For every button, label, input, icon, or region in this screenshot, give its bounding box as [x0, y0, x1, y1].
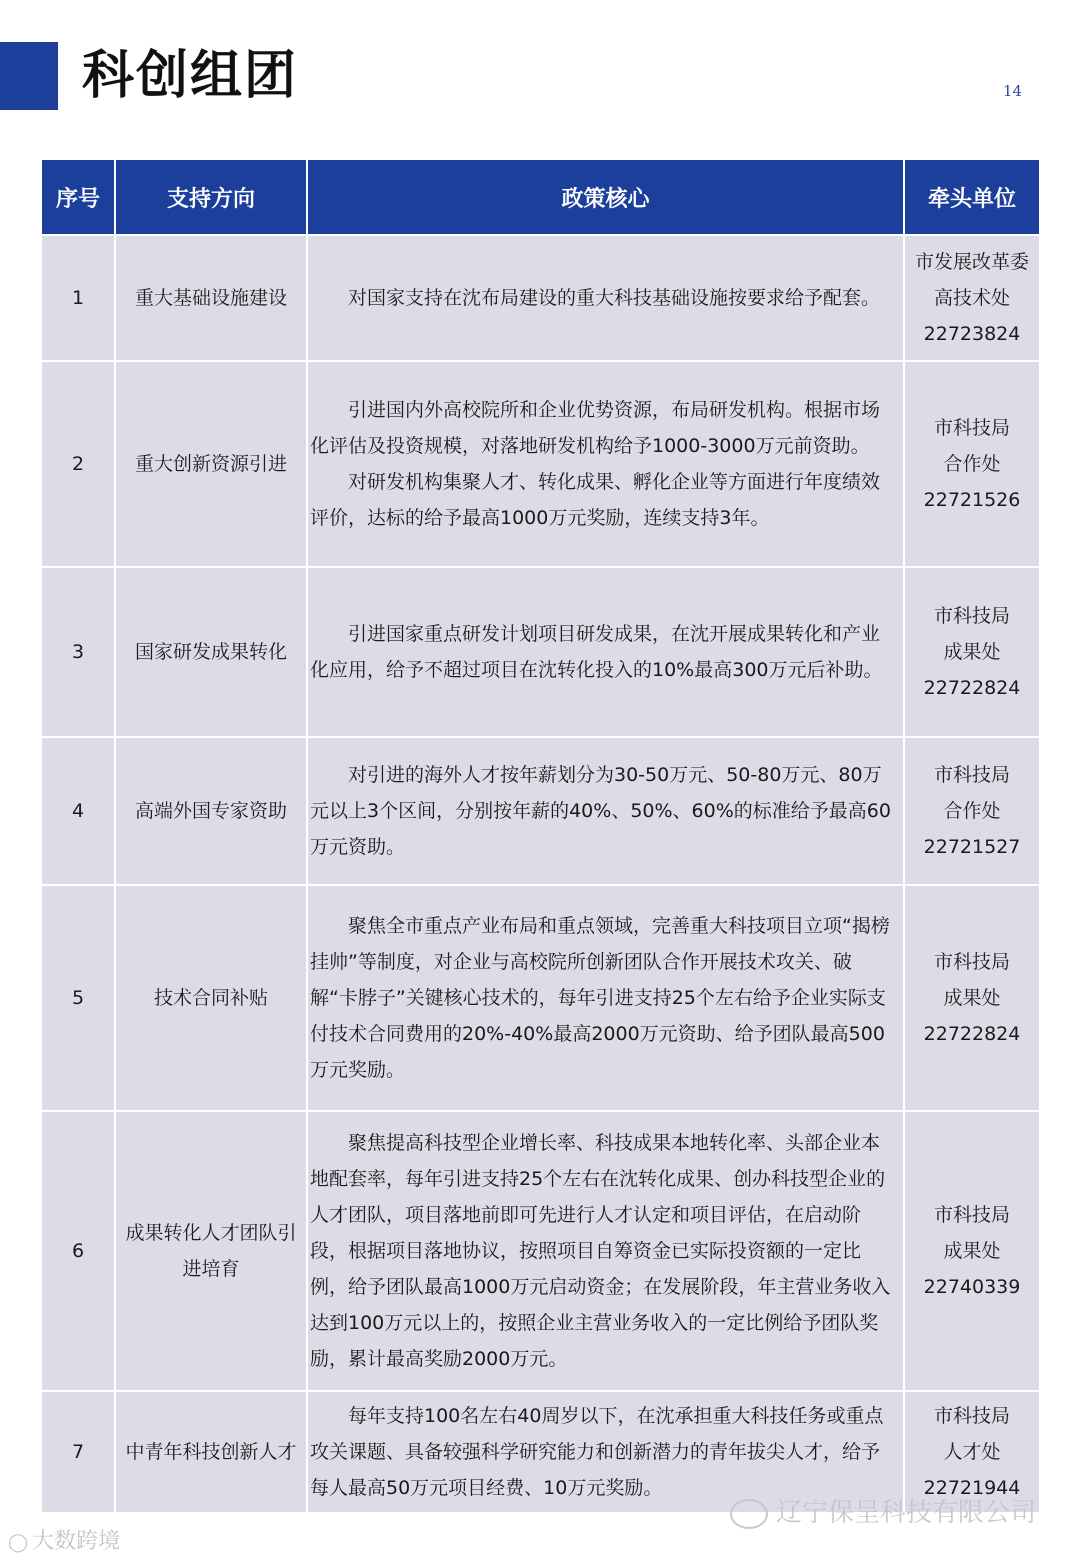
row-number: 1 — [41, 235, 115, 361]
column-header-policy-core: 政策核心 — [307, 159, 904, 235]
table-row — [41, 235, 1040, 361]
row-number: 6 — [41, 1111, 115, 1391]
watermark-left — [8, 1524, 120, 1555]
policy-core — [307, 737, 904, 885]
unit-phone: 22722824 — [923, 677, 1021, 699]
unit-department: 市科技局 — [933, 417, 1010, 439]
policy-paragraph: 对研发机构集聚人才、转化成果、孵化企业等方面进行年度绩效评价，达标的给予最高1000万元奖励，连续支持3年。 — [310, 471, 881, 529]
support-direction: 重大基础设施建设 — [115, 235, 307, 361]
column-header-direction: 支持方向 — [115, 159, 307, 235]
wechat-icon — [730, 1499, 768, 1529]
policy-paragraph: 每年支持100名左右40周岁以下，在沈承担重大科技任务或重点攻关课题、具备较强科学研究能力和创新潜力的青年拔尖人才，给予每人最高50万元项目经费、10万元奖励。 — [310, 1405, 884, 1499]
lead-unit — [904, 1111, 1040, 1391]
support-direction: 国家研发成果转化 — [115, 567, 307, 737]
unit-phone: 22723824 — [923, 323, 1021, 345]
page-title: 科创组团 — [82, 46, 299, 106]
page-number: 14 — [1003, 82, 1023, 100]
policy-paragraph: 引进国家重点研发计划项目研发成果，在沈开展成果转化和产业化应用，给予不超过项目在沈转化投入的10%最高300万元后补助。 — [310, 623, 883, 681]
unit-office: 合作处 — [943, 453, 1001, 475]
row-number: 2 — [41, 361, 115, 567]
unit-office: 成果处 — [943, 1240, 1001, 1262]
policy-table — [40, 158, 1041, 1514]
unit-office: 合作处 — [943, 800, 1001, 822]
support-direction: 重大创新资源引进 — [115, 361, 307, 567]
lead-unit — [904, 885, 1040, 1111]
unit-department: 市科技局 — [933, 951, 1010, 973]
policy-paragraph: 对引进的海外人才按年薪划分为30-50万元、50-80万元、80万元以上3个区间，分别按年薪的40%、50%、60%的标准给予最高60万元资助。 — [310, 764, 891, 858]
unit-department: 市科技局 — [933, 1405, 1010, 1427]
policy-core — [307, 361, 904, 567]
support-direction: 中青年科技创新人才 — [115, 1391, 307, 1513]
policy-core — [307, 567, 904, 737]
row-number: 4 — [41, 737, 115, 885]
table-header-row — [41, 159, 1040, 235]
lead-unit — [904, 737, 1040, 885]
table-row — [41, 885, 1040, 1111]
unit-department: 市科技局 — [933, 764, 1010, 786]
row-number: 5 — [41, 885, 115, 1111]
table-row — [41, 1111, 1040, 1391]
unit-office: 成果处 — [943, 987, 1001, 1009]
lead-unit — [904, 235, 1040, 361]
row-number: 3 — [41, 567, 115, 737]
row-number: 7 — [41, 1391, 115, 1513]
support-direction: 成果转化人才团队引进培育 — [115, 1111, 307, 1391]
unit-phone: 22722824 — [923, 1023, 1021, 1045]
unit-department: 市科技局 — [933, 1204, 1010, 1226]
support-direction: 高端外国专家资助 — [115, 737, 307, 885]
unit-phone: 22721527 — [923, 836, 1021, 858]
unit-office: 人才处 — [943, 1441, 1001, 1463]
table-row — [41, 567, 1040, 737]
column-header-number: 序号 — [41, 159, 115, 235]
unit-office: 高技术处 — [933, 287, 1010, 309]
title-accent-bar — [0, 42, 58, 110]
policy-paragraph: 聚焦提高科技型企业增长率、科技成果本地转化率、头部企业本地配套率，每年引进支持25个左右在沈转化成果、创办科技型企业的人才团队，项目落地前即可先进行人才认定和项目评估，在启动阶段，根据项目落地协议，按照项目自筹资金已实际投资额的一定比例，给予团队最高1000万元启动资金；在发展阶段，年主营业务收入达到100万元以上的，按照企业主营业务收入的一定比例给予团队奖励，累计最高奖励2000万元。 — [310, 1132, 891, 1370]
unit-office: 成果处 — [943, 641, 1001, 663]
policy-paragraph: 对国家支持在沈布局建设的重大科技基础设施按要求给予配套。 — [348, 287, 881, 309]
lead-unit — [904, 361, 1040, 567]
policy-core — [307, 235, 904, 361]
support-direction: 技术合同补贴 — [115, 885, 307, 1111]
unit-phone: 22721944 — [923, 1477, 1021, 1499]
watermark-logo-icon: ◯ — [8, 1532, 29, 1553]
table-row — [41, 737, 1040, 885]
watermark-right-text: 辽宁保呈科技有限公司 — [776, 1498, 1037, 1528]
unit-phone: 22721526 — [923, 489, 1021, 511]
unit-phone: 22740339 — [923, 1276, 1021, 1298]
column-header-lead-unit: 牵头单位 — [904, 159, 1040, 235]
policy-paragraph: 引进国内外高校院所和企业优势资源，布局研发机构。根据市场化评估及投资规模，对落地研发机构给予1000-3000万元前资助。 — [310, 399, 881, 457]
policy-paragraph: 聚焦全市重点产业布局和重点领域，完善重大科技项目立项“揭榜挂帅”等制度，对企业与高校院所创新团队合作开展技术攻关、破解“卡脖子”关键核心技术的，每年引进支持25个左右给予企业实际支付技术合同费用的20%-40%最高2000万元资助、给予团队最高500万元奖励。 — [310, 915, 890, 1081]
unit-department: 市科技局 — [933, 605, 1010, 627]
policy-core — [307, 1111, 904, 1391]
watermark-right — [730, 1492, 1036, 1529]
watermark-left-text: 大数跨境 — [32, 1529, 121, 1554]
unit-department: 市发展改革委 — [914, 251, 1029, 273]
policy-core — [307, 885, 904, 1111]
table-row — [41, 361, 1040, 567]
lead-unit — [904, 567, 1040, 737]
